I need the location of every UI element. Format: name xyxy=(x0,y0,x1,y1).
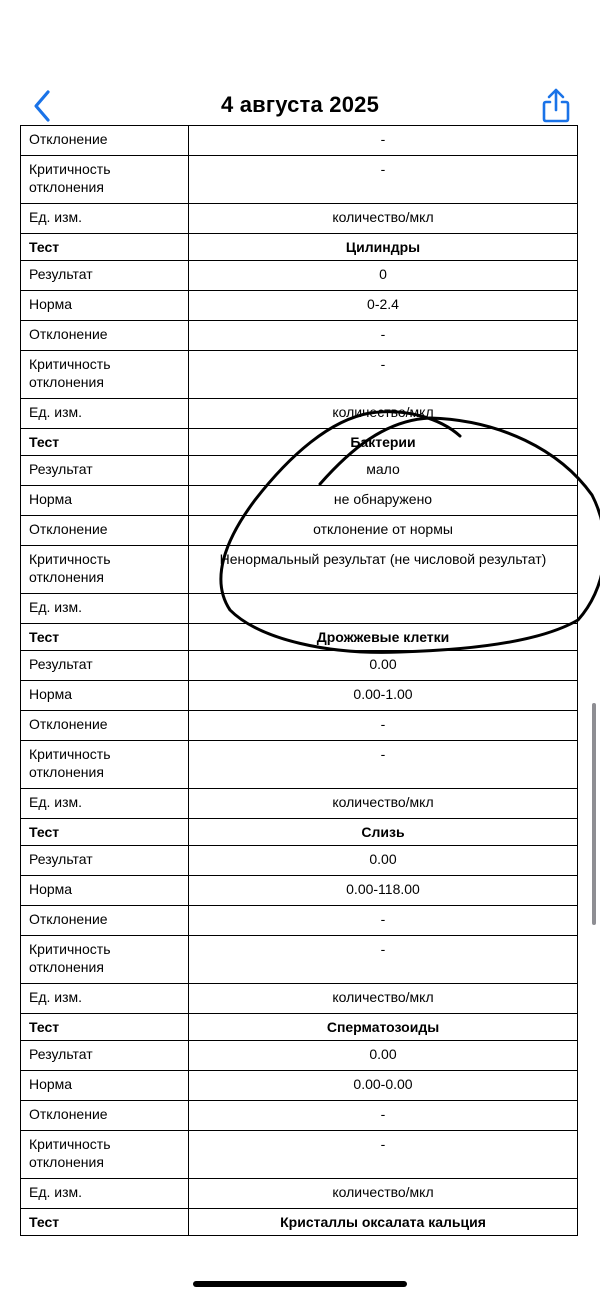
row-label: Результат xyxy=(21,846,189,876)
row-label: Ед. изм. xyxy=(21,204,189,234)
report-document[interactable] xyxy=(20,131,578,1252)
row-label: Тест xyxy=(21,234,189,261)
table-row xyxy=(21,846,578,876)
row-value: - xyxy=(189,936,578,984)
row-label: Результат xyxy=(21,651,189,681)
row-value xyxy=(189,594,578,624)
row-label: Критичность отклонения xyxy=(21,156,189,204)
row-value: 0.00-0.00 xyxy=(189,1071,578,1101)
row-label: Результат xyxy=(21,1041,189,1071)
row-value: 0-2.4 xyxy=(189,291,578,321)
row-label: Норма xyxy=(21,876,189,906)
page-title: 4 августа 2025 xyxy=(220,92,380,117)
table-row xyxy=(21,876,578,906)
row-value: 0 xyxy=(189,261,578,291)
row-label: Ед. изм. xyxy=(21,789,189,819)
table-row xyxy=(21,1131,578,1179)
table-row xyxy=(21,126,578,156)
row-label: Отклонение xyxy=(21,1101,189,1131)
row-value: 0.00 xyxy=(189,651,578,681)
row-label: Тест xyxy=(21,1209,189,1236)
row-value: - xyxy=(189,1101,578,1131)
row-value: 0.00-1.00 xyxy=(189,681,578,711)
row-value: - xyxy=(189,126,578,156)
share-button[interactable] xyxy=(536,86,576,126)
row-value: - xyxy=(189,351,578,399)
row-label: Ед. изм. xyxy=(21,594,189,624)
test-header-row xyxy=(21,234,578,261)
results-table-body xyxy=(21,126,578,1236)
row-value: количество/мкл xyxy=(189,399,578,429)
table-row xyxy=(21,1041,578,1071)
table-row xyxy=(21,1179,578,1209)
row-value: количество/мкл xyxy=(189,204,578,234)
row-label: Норма xyxy=(21,291,189,321)
table-row xyxy=(21,156,578,204)
row-label: Тест xyxy=(21,624,189,651)
row-value: мало xyxy=(189,456,578,486)
table-row xyxy=(21,291,578,321)
row-value: 0.00-118.00 xyxy=(189,876,578,906)
row-value: 0.00 xyxy=(189,846,578,876)
table-row xyxy=(21,204,578,234)
row-value: Бактерии xyxy=(189,429,578,456)
results-table xyxy=(20,125,578,1236)
table-row xyxy=(21,711,578,741)
row-label: Ед. изм. xyxy=(21,984,189,1014)
row-value: - xyxy=(189,711,578,741)
table-row xyxy=(21,1101,578,1131)
row-value: количество/мкл xyxy=(189,984,578,1014)
row-label: Норма xyxy=(21,1071,189,1101)
row-value: - xyxy=(189,321,578,351)
row-label: Результат xyxy=(21,261,189,291)
table-row xyxy=(21,546,578,594)
table-row xyxy=(21,399,578,429)
table-row xyxy=(21,321,578,351)
table-row xyxy=(21,681,578,711)
test-header-row xyxy=(21,819,578,846)
row-value: отклонение от нормы xyxy=(189,516,578,546)
row-value: Кристаллы оксалата кальция xyxy=(189,1209,578,1236)
row-label: Критичность отклонения xyxy=(21,741,189,789)
table-row xyxy=(21,456,578,486)
row-label: Ед. изм. xyxy=(21,1179,189,1209)
row-label: Отклонение xyxy=(21,906,189,936)
row-value: количество/мкл xyxy=(189,1179,578,1209)
row-value: Сперматозоиды xyxy=(189,1014,578,1041)
test-header-row xyxy=(21,1209,578,1236)
table-row xyxy=(21,1071,578,1101)
row-value: Дрожжевые клетки xyxy=(189,624,578,651)
share-icon xyxy=(536,86,576,126)
row-label: Норма xyxy=(21,486,189,516)
row-value: Цилиндры xyxy=(189,234,578,261)
home-indicator[interactable] xyxy=(193,1281,407,1287)
table-row xyxy=(21,516,578,546)
row-label: Критичность отклонения xyxy=(21,1131,189,1179)
row-value: Слизь xyxy=(189,819,578,846)
row-value: не обнаружено xyxy=(189,486,578,516)
row-label: Тест xyxy=(21,429,189,456)
row-value: - xyxy=(189,156,578,204)
row-value: 0.00 xyxy=(189,1041,578,1071)
test-header-row xyxy=(21,1014,578,1041)
table-row xyxy=(21,936,578,984)
row-label: Критичность отклонения xyxy=(21,351,189,399)
row-value: - xyxy=(189,741,578,789)
row-label: Критичность отклонения xyxy=(21,936,189,984)
table-row xyxy=(21,651,578,681)
row-label: Отклонение xyxy=(21,126,189,156)
test-header-row xyxy=(21,429,578,456)
row-label: Ед. изм. xyxy=(21,399,189,429)
table-row xyxy=(21,594,578,624)
table-row xyxy=(21,741,578,789)
row-label: Отклонение xyxy=(21,321,189,351)
row-label: Тест xyxy=(21,819,189,846)
row-value: - xyxy=(189,906,578,936)
row-label: Норма xyxy=(21,681,189,711)
row-value: Ненормальный результат (не числовой результат) xyxy=(189,546,578,594)
table-row xyxy=(21,984,578,1014)
table-row xyxy=(21,906,578,936)
row-value: - xyxy=(189,1131,578,1179)
scrollbar[interactable] xyxy=(592,703,596,925)
row-label: Тест xyxy=(21,1014,189,1041)
row-label: Отклонение xyxy=(21,711,189,741)
row-label: Критичность отклонения xyxy=(21,546,189,594)
table-row xyxy=(21,261,578,291)
row-label: Отклонение xyxy=(21,516,189,546)
table-row xyxy=(21,486,578,516)
table-row xyxy=(21,789,578,819)
table-row xyxy=(21,351,578,399)
row-label: Результат xyxy=(21,456,189,486)
row-value: количество/мкл xyxy=(189,789,578,819)
test-header-row xyxy=(21,624,578,651)
